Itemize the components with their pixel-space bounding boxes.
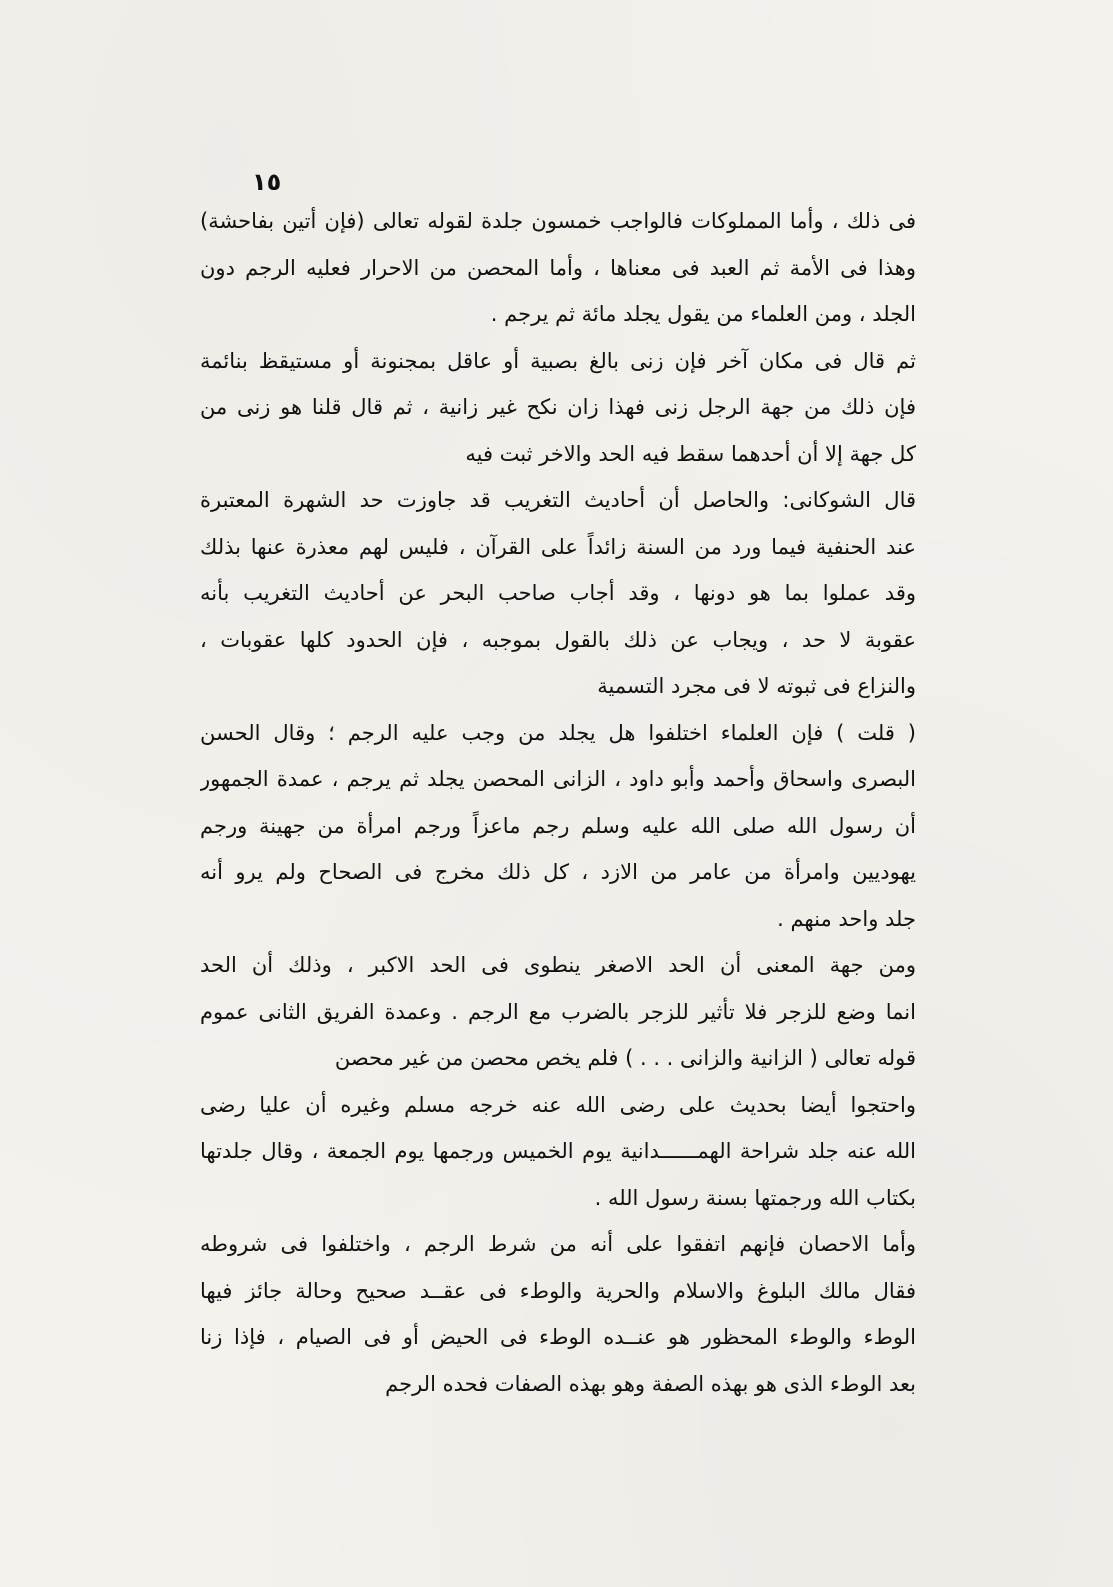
text-line: فى ذلك ، وأما المملوكات فالواجب خمسون جلدة لقوله تعالى (فإن أتين بفاحشة) — [200, 209, 916, 233]
text-line: جلد واحد منهم . — [777, 906, 916, 931]
body-text — [200, 198, 916, 1407]
text-line: الله عنه جلد شراحة الهمــــــدانية يوم الخميس ورجمها يوم الجمعة ، وقال جلدتها — [200, 1139, 916, 1163]
text-line: فقال مالك البلوغ والاسلام والحرية والوطء فى عقــد صحيح وحالة جائز فيها — [200, 1278, 916, 1303]
text-line: عند الحنفية فيما ورد من السنة زائداً على القرآن ، فليس لهم معذرة عنها بذلك — [200, 534, 916, 559]
text-line: عقوبة لا حد ، ويجاب عن ذلك بالقول بموجبه ، فإن الحدود كلها عقوبات ، — [200, 627, 916, 652]
text-line: والنزاع فى ثبوته لا فى مجرد التسمية — [597, 674, 916, 698]
text-line: أن رسول الله صلى الله عليه وسلم رجم ماعزاً ورجم امرأة من جهينة ورجم — [200, 813, 916, 838]
text-line: كل جهة إلا أن أحدهما سقط فيه الحد والاخر ثبت فيه — [465, 441, 916, 466]
text-line: انما وضع للزجر فلا تأثير للزجر بالضرب مع الرجم . وعمدة الفريق الثانى عموم — [200, 999, 916, 1024]
text-line: ثم قال فى مكان آخر فإن زنى بالغ بصبية أو عاقل بمجنونة أو مستيقظ بنائمة — [200, 348, 916, 373]
text-line: وهذا فى الأمة ثم العبد فى معناها ، وأما المحصن من الاحرار فعليه الرجم دون — [200, 255, 916, 280]
text-line: فإن ذلك من جهة الرجل زنى فهذا زان نكح غير زانية ، ثم قال قلنا هو زنى من — [200, 395, 916, 419]
page-number: ١٥ — [252, 168, 282, 196]
text-line: قال الشوكانى: والحاصل أن أحاديث التغريب قد جاوزت حد الشهرة المعتبرة — [200, 488, 916, 512]
text-line: الجلد ، ومن العلماء من يقول يجلد مائة ثم يرجم . — [490, 302, 916, 326]
text-line: ( قلت ) فإن العلماء اختلفوا هل يجلد من وجب عليه الرجم ؛ وقال الحسن — [200, 720, 916, 745]
text-line: واحتجوا أيضا بحديث على رضى الله عنه خرجه مسلم وغيره أن عليا رضى — [200, 1092, 916, 1117]
text-line: يهوديين وامرأة من عامر من الازد ، كل ذلك مخرج فى الصحاح ولم يرو أنه — [200, 860, 916, 884]
text-line: البصرى واسحاق وأحمد وأبو داود ، الزانى المحصن يجلد ثم يرجم ، عمدة الجمهور — [200, 767, 916, 791]
text-line: الوطء والوطء المحظور هو عنــده الوطء فى الحيض أو فى الصيام ، فإذا زنا — [200, 1325, 916, 1349]
text-line: بكتاب الله ورجمتها بسنة رسول الله . — [594, 1185, 916, 1210]
text-line: ومن جهة المعنى أن الحد الاصغر ينطوى فى الحد الاكبر ، وذلك أن الحد — [200, 953, 916, 977]
text-line: قوله تعالى ( الزانية والزانى . . . ) فلم يخص محصن من غير محصن — [334, 1046, 916, 1070]
text-line: وأما الاحصان فإنهم اتفقوا على أنه من شرط الرجم ، واختلفوا فى شروطه — [200, 1232, 916, 1256]
text-line: وقد عملوا بما هو دونها ، وقد أجاب صاحب البحر عن أحاديث التغريب بأنه — [200, 581, 916, 605]
text-line: بعد الوطء الذى هو بهذه الصفة وهو بهذه الصفات فحده الرجم — [385, 1371, 916, 1396]
